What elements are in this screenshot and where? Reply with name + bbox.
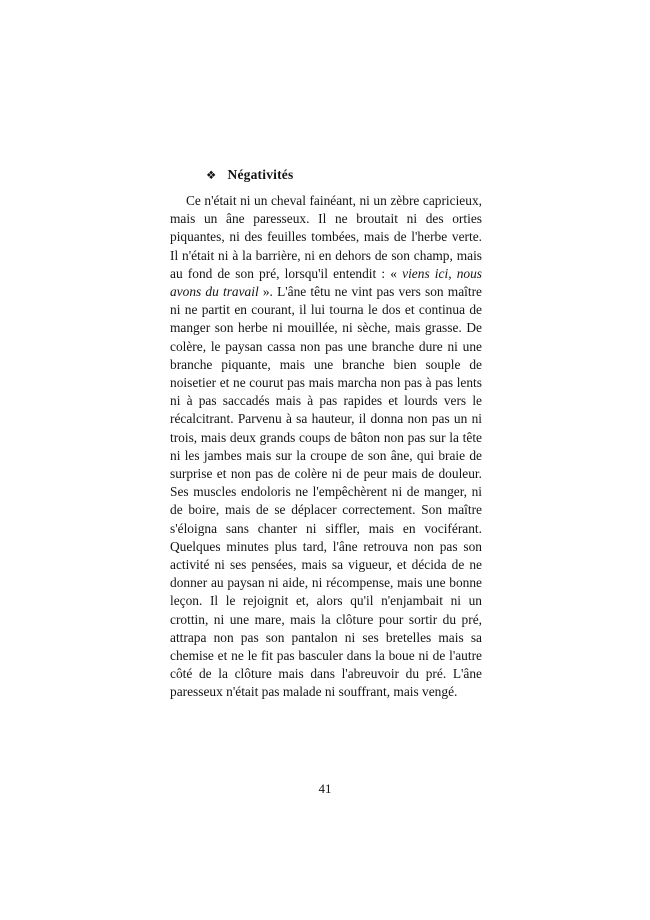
text-column: [170, 167, 482, 702]
section-heading-text: Négativités: [227, 167, 294, 182]
paragraph-text-before-quote: Ce n'était ni un cheval fainéant, ni un zèbre capricieux, mais un âne paresseux. Il ne broutait ni des orties piquantes, ni des feuilles tombées, mais de l'herbe verte. Il n'était ni à la barrière, ni en dehors de son champ, mais au fond de son pré, lorsqu'il entendit : «: [170, 193, 482, 281]
paragraph-quote-italic: viens ici, nous avons du travail: [170, 265, 482, 300]
diamond-bullet-icon: ❖: [206, 167, 217, 182]
body-text: [170, 192, 482, 702]
paragraph-text-after-quote: ». L'âne têtu ne vint pas vers son maître ni ne partit en courant, il lui tourna le dos et continua de manger son herbe ni mouillée, ni sèche, mais grasse. De colère, le paysan cassa non pas une branche dure ni une branche piquante, mais une branche bien souple de noisetier et ne courut pas mais marcha non pas à pas lents ni à pas saccadés mais à pas rapides et lourds vers le récalcitrant. Parvenu à sa hauteur, il donna non pas un ni trois, mais deux grands coups de bâton non pas sur la tête ni les jambes mais sur la croupe de son âne, qui braie de surprise et non pas de colère ni de peur mais de douleur. Ses muscles endoloris ne l'empêchèrent ni de manger, ni de boire, mais de se déplacer correctement. Son maître s'éloigna sans chanter ni siffler, mais en vociférant. Quelques minutes plus tard, l'âne retrouva non pas son activité ni ses pensées, mais sa vigueur, et décida de ne donner au paysan ni aide, ni récompense, mais une bonne leçon. Il le rejoignit et, alors qu'il n'enjambait ni un crottin, ni une mare, mais la clôture pour sortir du pré, attrapa non pas son pantalon ni ses bretelles mais sa chemise et ne le fit pas basculer dans la boue ni de l'autre côté de la clôture mais dans l'abreuvoir du pré. L'âne paresseux n'était pas malade ni souffrant, mais vengé.: [170, 284, 482, 700]
page-number: 41: [318, 781, 332, 796]
paragraph: [170, 192, 482, 702]
section-heading: [206, 167, 482, 183]
